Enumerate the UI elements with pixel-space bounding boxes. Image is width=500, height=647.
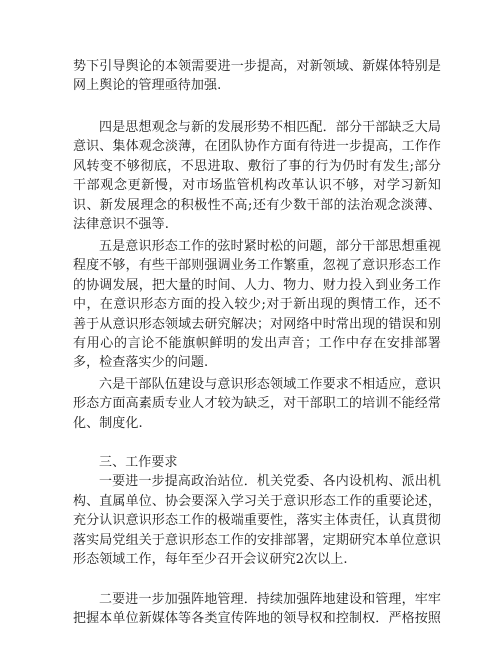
text-line: 网上舆论的管理亟待加强. (73, 78, 222, 94)
text-line: 意识、集体观念淡薄，在团队协作方面有待进一步提高，工作作 (73, 139, 441, 155)
text-line: 风转变不够彻底，不思进取、敷衍了事的行为仍时有发生;部分 (73, 158, 441, 174)
text-line: 善于从意识形态领域去研究解决；对网络中时常出现的错误和别 (73, 316, 441, 332)
paragraph-point-six (73, 375, 441, 433)
text-line: 干部观念更新慢，对市场监管机构改革认识不够，对学习新知 (73, 178, 441, 194)
text-line: 势下引导舆论的本领需要进一步提高，对新领域、新媒体特别是 (73, 59, 441, 74)
text-line: 充分认识意识形态工作的极端重要性，落实主体责任，认真贯彻 (73, 513, 441, 529)
section-work-requirements (73, 453, 441, 569)
paragraph-point-four (73, 118, 441, 234)
text-line: 形态领域工作，每年至少召开会议研究2次以上. (73, 552, 348, 568)
text-line: 二要进一步加强阵地管理．持续加强阵地建设和管理，牢牢 (99, 592, 441, 607)
text-line: 法律意识不强等. (73, 217, 169, 233)
paragraph-point-five (73, 237, 441, 373)
text-line: 落实局党组关于意识形态工作的安排部署，定期研究本单位意识 (73, 532, 441, 548)
text-line: 构、直属单位、协会要深入学习关于意识形态工作的重要论述， (73, 493, 441, 509)
text-line: 四是思想观念与新的发展形势不相匹配．部分干部缺乏大局 (99, 120, 441, 135)
section-heading: 三、工作要求 (99, 455, 178, 470)
text-line: 五是意识形态工作的弦时紧时松的问题，部分干部思想重视 (99, 239, 441, 254)
text-line: 形态方面高素质专业人才较为缺乏，对干部职工的培训不能经常 (73, 396, 441, 412)
paragraph-intro-continuation (73, 57, 441, 96)
text-line: 有用心的言论不能旗帜鲜明的发出声音；工作中存在安排部署 (73, 336, 441, 352)
text-line: 化、制度化. (73, 415, 143, 431)
text-line: 六是干部队伍建设与意识形态领域工作要求不相适应，意识 (99, 377, 441, 392)
text-line: 中，在意识形态方面的投入较少;对于新出现的舆情工作，还不 (73, 297, 441, 313)
text-line: 程度不够，有些干部则强调业务工作繁重，忽视了意识形态工作 (73, 258, 441, 274)
paragraph-requirement-two (73, 590, 441, 629)
text-line: 的协调发展，把大量的时间、人力、物力、财力投入到业务工作 (73, 277, 441, 293)
text-line: 识、新发展理念的积极性不高;还有少数干部的法治观念淡薄、 (73, 197, 441, 213)
text-line: 一要进一步提高政治站位．机关党委、各内设机构、派出机 (99, 474, 441, 490)
text-line: 把握本单位新媒体等各类宣传阵地的领导权和控制权．严格按照 (73, 611, 441, 627)
text-line: 多，检查落实少的问题. (73, 355, 209, 371)
